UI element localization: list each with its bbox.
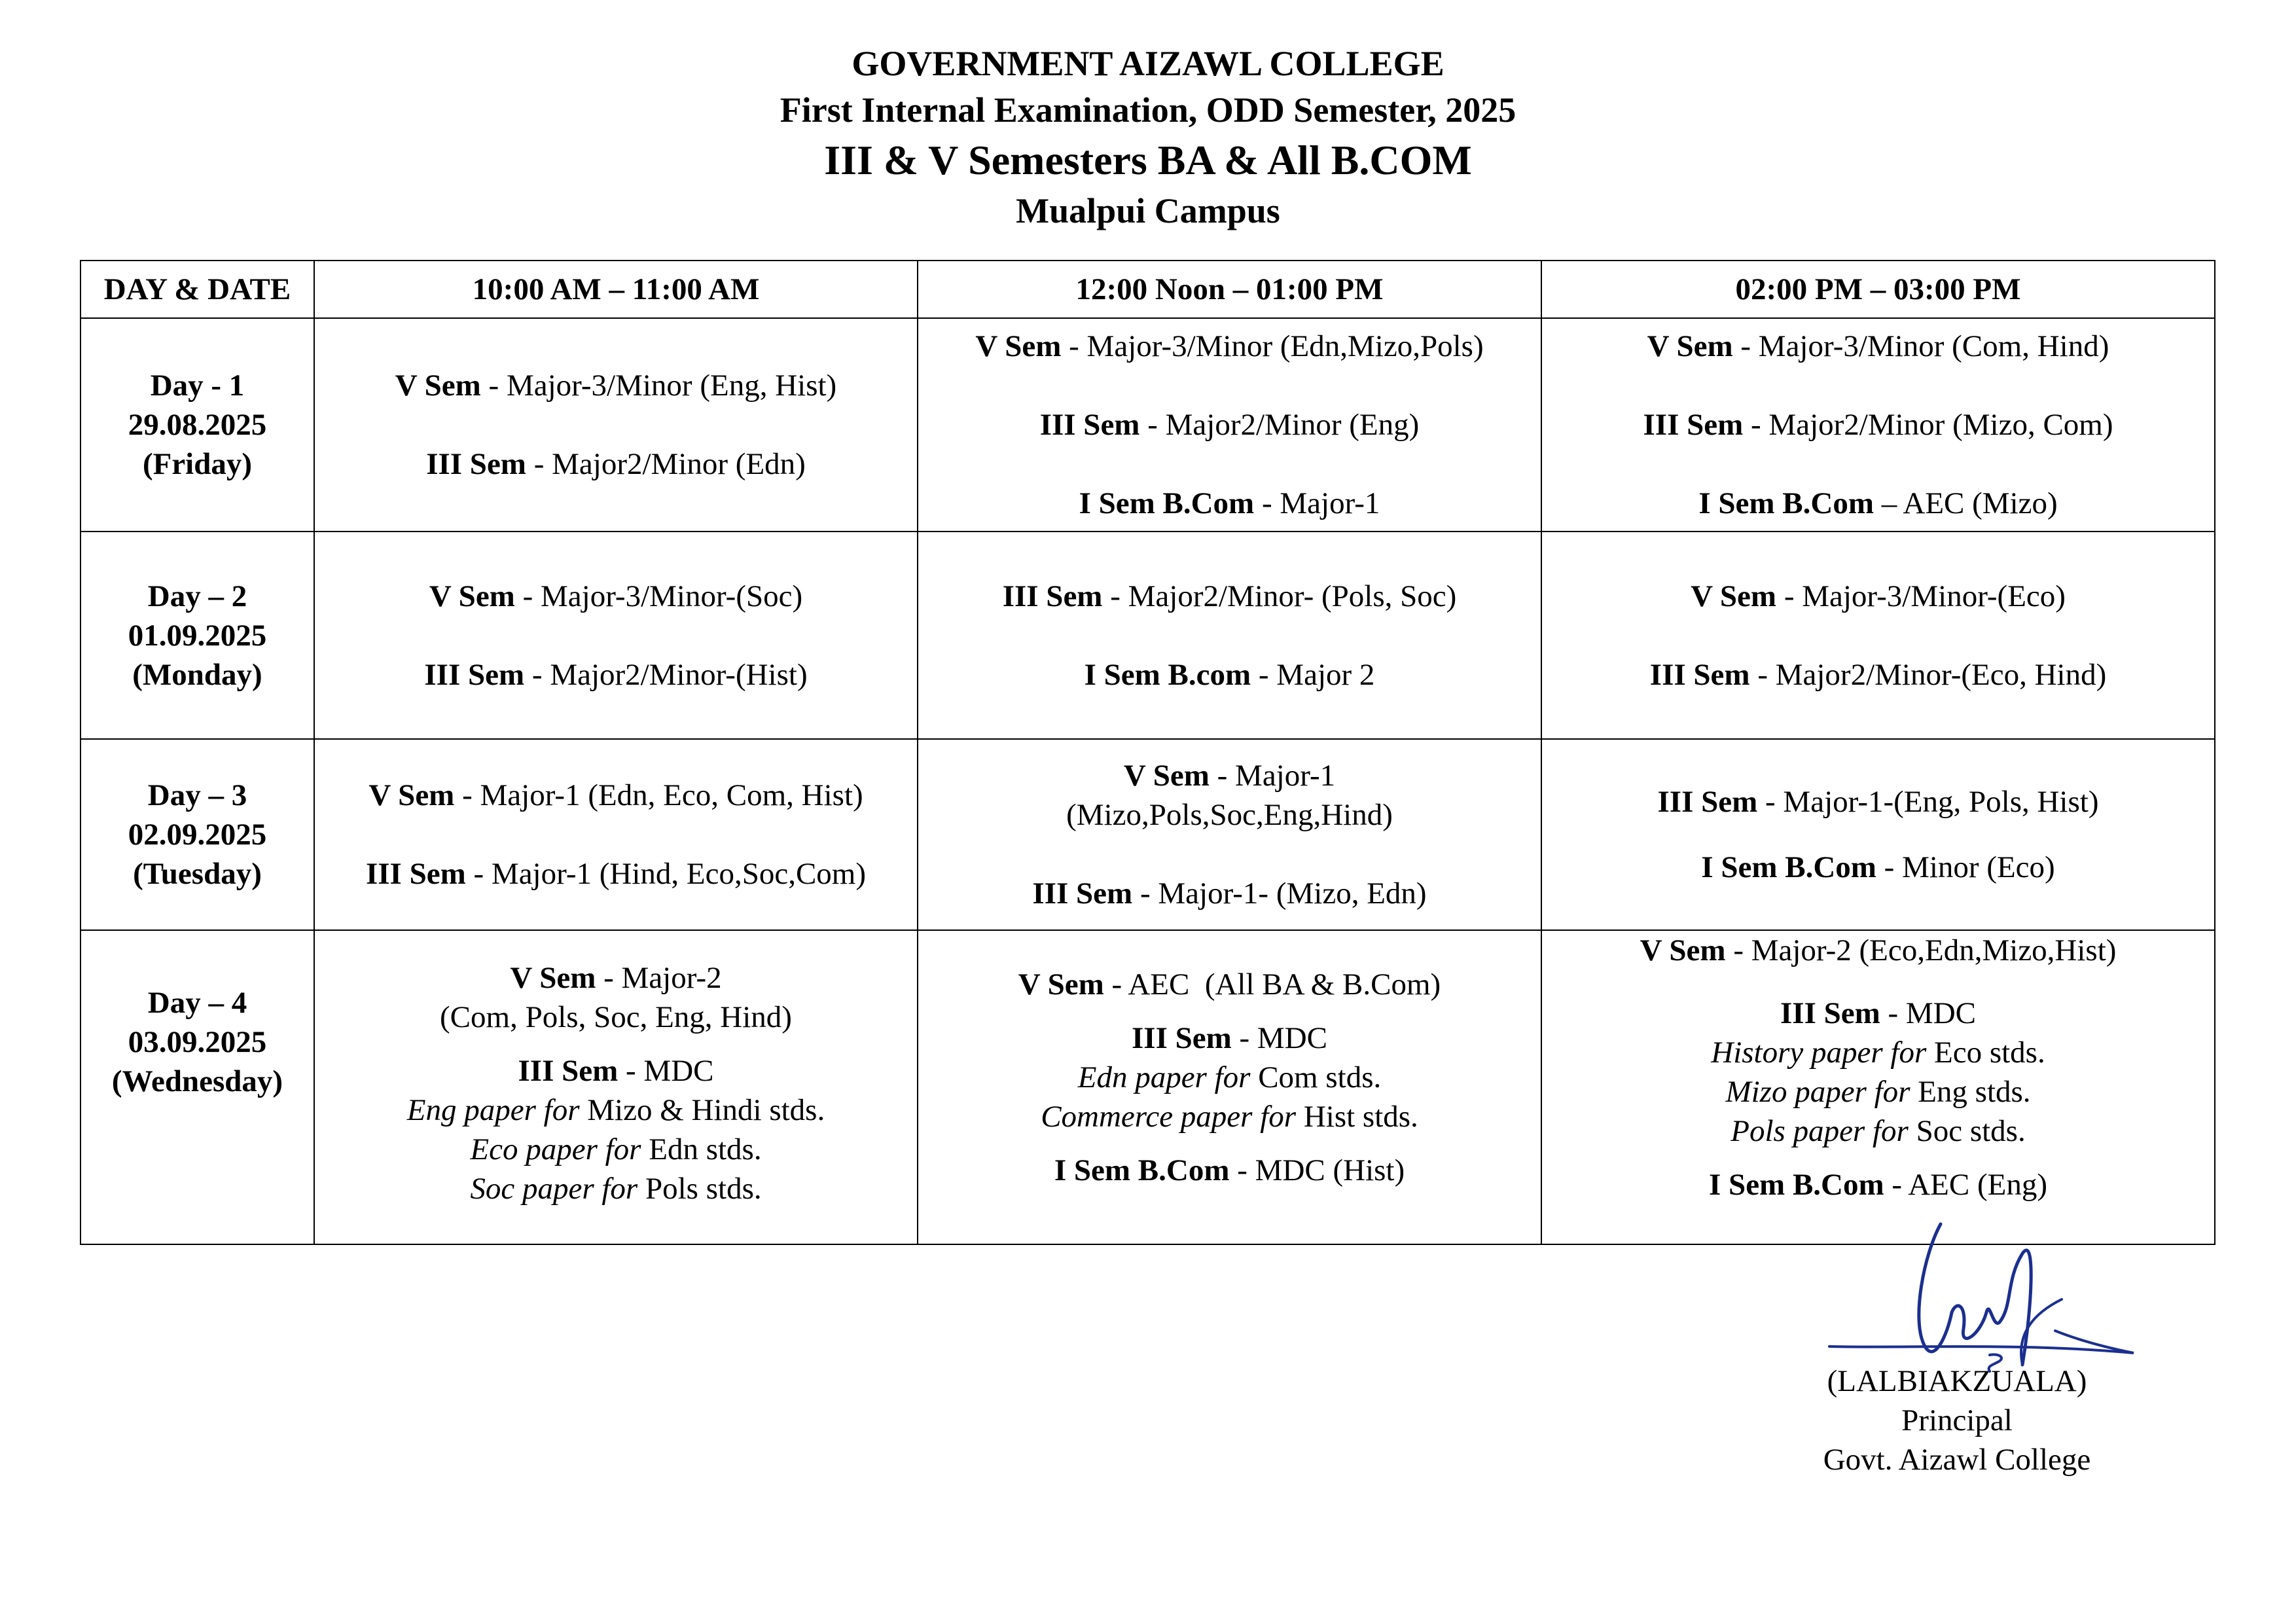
paper-text: - Major-3/Minor (Eng, Hist): [480, 369, 837, 403]
exam-entry: [315, 854, 917, 893]
day-label: Day - 1: [150, 369, 245, 403]
paper-text: - Major-1 (Edn, Eco, Com, Hist): [454, 778, 863, 812]
exam-entry: [918, 484, 1541, 523]
signature-block: [1793, 1362, 2121, 1479]
paper-text: – AEC (Mizo): [1873, 486, 2058, 520]
header-slot-1: 10:00 AM – 11:00 AM: [314, 261, 918, 318]
paper-text: - Major-2: [596, 961, 722, 995]
exam-entry: [315, 577, 917, 616]
day-date: 01.09.2025: [128, 618, 267, 653]
table-row: [81, 532, 2215, 739]
exam-entry: [1542, 931, 2214, 970]
semester-label: V Sem: [1640, 933, 1726, 967]
paper-text: - AEC (All BA & B.Com): [1103, 967, 1441, 1001]
day-date: 02.09.2025: [128, 818, 267, 852]
exam-entry: [918, 327, 1541, 366]
students-text: Mizo & Hindi stds.: [579, 1093, 825, 1127]
paper-text: - Major-3/Minor-(Soc): [514, 579, 803, 613]
students-text: Pols stds.: [637, 1172, 762, 1206]
semester-label: III Sem: [1649, 657, 1750, 692]
paper-text: - Major-3/Minor (Edn,Mizo,Pols): [1061, 329, 1484, 363]
day-weekday: (Tuesday): [133, 857, 262, 891]
students-text: Eco stds.: [1926, 1036, 2045, 1070]
exam-entry: [918, 874, 1541, 913]
students-text: Hist stds.: [1296, 1100, 1418, 1134]
header-slot-3: 02:00 PM – 03:00 PM: [1541, 261, 2215, 318]
document-header: [0, 41, 2296, 234]
signatory-org: Govt. Aizawl College: [1823, 1443, 2091, 1477]
semester-label: I Sem B.Com: [1698, 486, 1874, 520]
slot-cell: [918, 318, 1541, 532]
paper-text: - Major 2: [1251, 657, 1375, 692]
day-date: 29.08.2025: [128, 408, 267, 442]
paper-text: - MDC: [1880, 996, 1976, 1030]
signature-underline: [1829, 1331, 2134, 1353]
paper-text: - Major-1-(Eng, Pols, Hist): [1757, 785, 2099, 819]
exam-entry: [918, 655, 1541, 695]
paper-text: - Major2/Minor (Eng): [1139, 408, 1420, 442]
exam-entry: [1542, 484, 2214, 523]
exam-entry: [1542, 848, 2214, 887]
paper-name: Commerce paper for: [1041, 1100, 1297, 1134]
paper-text: - MDC: [1231, 1021, 1327, 1055]
semester-label: III Sem: [1002, 579, 1103, 613]
students-text: Com stds.: [1250, 1060, 1382, 1094]
slot-cell: [918, 739, 1541, 930]
paper-text: - Major2/Minor (Mizo, Com): [1743, 408, 2113, 442]
header-day-date: DAY & DATE: [81, 261, 314, 318]
exam-entry: [1542, 1165, 2214, 1204]
exam-entry: [918, 1019, 1541, 1058]
day-label: Day – 3: [147, 778, 247, 812]
exam-entry: [315, 366, 917, 405]
exam-entry: [315, 1051, 917, 1091]
exam-entry: [918, 1151, 1541, 1190]
paper-text: - Minor (Eco): [1876, 850, 2055, 884]
exam-entry: [315, 655, 917, 695]
exam-entry: [918, 965, 1541, 1004]
signature-stroke: [1919, 1224, 1952, 1352]
paper-name: Eng paper for: [406, 1093, 580, 1127]
header-slot-2: 12:00 Noon – 01:00 PM: [918, 261, 1541, 318]
semester-title: III & V Semesters BA & All B.COM: [824, 137, 1472, 183]
slot-cell: [918, 930, 1541, 1244]
paper-text: - Major-3/Minor (Com, Hind): [1732, 329, 2109, 363]
students-text: Soc stds.: [1908, 1114, 2026, 1148]
semester-label: III Sem: [518, 1054, 619, 1088]
semester-label: V Sem: [395, 369, 481, 403]
semester-label: III Sem: [1032, 876, 1133, 911]
exam-entry: [918, 756, 1541, 795]
slot-cell: [918, 532, 1541, 739]
paper-text: - Major-1: [1254, 486, 1380, 520]
semester-label: V Sem: [975, 329, 1062, 363]
exam-schedule-table: [80, 260, 2215, 1245]
paper-text: - Major-3/Minor-(Eco): [1776, 579, 2066, 613]
exam-entry: [1542, 994, 2214, 1033]
day-weekday: (Wednesday): [111, 1064, 283, 1098]
signatory-title: Principal: [1901, 1403, 2013, 1437]
paper-name: Eco paper for: [470, 1132, 641, 1166]
exam-entry: [1542, 655, 2214, 695]
semester-label: V Sem: [368, 778, 455, 812]
students-text: Eng stds.: [1910, 1075, 2031, 1109]
day-cell: [81, 739, 314, 930]
paper-allocation: [315, 1091, 917, 1130]
exam-entry: [1542, 327, 2214, 366]
day-weekday: (Friday): [142, 447, 253, 481]
paper-name: Edn paper for: [1077, 1060, 1251, 1094]
slot-cell: [1541, 930, 2215, 1244]
paper-text: - MDC (Hist): [1229, 1153, 1405, 1187]
semester-label: III Sem: [1131, 1021, 1232, 1055]
exam-title: First Internal Examination, ODD Semester, 2025: [780, 90, 1516, 130]
slot-cell: [1541, 532, 2215, 739]
semester-label: V Sem: [1691, 579, 1777, 613]
slot-cell: [1541, 739, 2215, 930]
paper-text: - Major2/Minor-(Hist): [524, 657, 808, 692]
semester-label: III Sem: [1643, 408, 1744, 442]
paper-text: - Major-2 (Eco,Edn,Mizo,Hist): [1725, 933, 2117, 967]
day-label: Day – 2: [147, 579, 247, 613]
day-date: 03.09.2025: [128, 1025, 267, 1059]
exam-entry: [1542, 405, 2214, 444]
paper-text: - AEC (Eng): [1884, 1168, 2047, 1202]
paper-text: - Major2/Minor-(Eco, Hind): [1749, 657, 2107, 692]
exam-entry-cont: (Mizo,Pols,Soc,Eng,Hind): [1066, 798, 1393, 832]
exam-entry: [315, 776, 917, 815]
paper-name: Pols paper for: [1731, 1114, 1909, 1148]
semester-label: III Sem: [365, 857, 466, 891]
exam-entry: [315, 444, 917, 484]
exam-entry: [315, 958, 917, 998]
semester-label: III Sem: [426, 447, 526, 481]
semester-label: I Sem B.Com: [1709, 1168, 1884, 1202]
paper-text: - Major2/Minor- (Pols, Soc): [1102, 579, 1457, 613]
table-header-row: [81, 261, 2215, 318]
paper-name: Soc paper for: [470, 1172, 638, 1206]
semester-label: V Sem: [429, 579, 515, 613]
day-label: Day – 4: [147, 986, 247, 1020]
semester-label: III Sem: [424, 657, 525, 692]
students-text: Edn stds.: [641, 1132, 762, 1166]
exam-entry: [1542, 577, 2214, 616]
table-row: [81, 318, 2215, 532]
slot-cell: [314, 532, 918, 739]
paper-allocation: [1542, 1111, 2214, 1151]
semester-label: III Sem: [1657, 785, 1758, 819]
semester-label: V Sem: [510, 961, 596, 995]
day-cell: [81, 930, 314, 1244]
signatory-name: (LALBIAKZUALA): [1827, 1364, 2087, 1398]
day-cell: [81, 318, 314, 532]
table-row: [81, 739, 2215, 930]
paper-allocation: [1542, 1072, 2214, 1111]
slot-cell: [314, 930, 918, 1244]
semester-label: III Sem: [1039, 408, 1140, 442]
paper-allocation: [918, 1058, 1541, 1097]
paper-text: - Major-1- (Mizo, Edn): [1132, 876, 1427, 911]
semester-label: I Sem B.com: [1084, 657, 1251, 692]
paper-allocation: [1542, 1033, 2214, 1072]
exam-entry: [918, 405, 1541, 444]
paper-name: Mizo paper for: [1725, 1075, 1910, 1109]
slot-cell: [1541, 318, 2215, 532]
paper-text: - Major-1 (Hind, Eco,Soc,Com): [465, 857, 867, 891]
paper-text: - Major2/Minor (Edn): [526, 447, 806, 481]
day-weekday: (Monday): [132, 657, 262, 692]
semester-label: V Sem: [1018, 967, 1104, 1001]
semester-label: I Sem B.Com: [1701, 850, 1876, 884]
day-cell: [81, 532, 314, 739]
paper-allocation: [918, 1097, 1541, 1136]
exam-entry: [1542, 782, 2214, 821]
paper-allocation: [315, 1130, 917, 1169]
college-name: GOVERNMENT AIZAWL COLLEGE: [852, 44, 1444, 83]
paper-text: - Major-1: [1209, 759, 1336, 793]
table-row: [81, 930, 2215, 1244]
exam-entry-cont: (Com, Pols, Soc, Eng, Hind): [440, 1000, 792, 1034]
paper-allocation: [315, 1169, 917, 1208]
paper-text: - MDC: [618, 1054, 714, 1088]
semester-label: V Sem: [1123, 759, 1210, 793]
semester-label: V Sem: [1647, 329, 1733, 363]
slot-cell: [314, 739, 918, 930]
exam-entry: [918, 577, 1541, 616]
semester-label: I Sem B.Com: [1054, 1153, 1230, 1187]
semester-label: I Sem B.Com: [1079, 486, 1255, 520]
campus-name: Mualpui Campus: [1016, 191, 1280, 230]
paper-name: History paper for: [1711, 1036, 1927, 1070]
slot-cell: [314, 318, 918, 532]
semester-label: III Sem: [1780, 996, 1880, 1030]
